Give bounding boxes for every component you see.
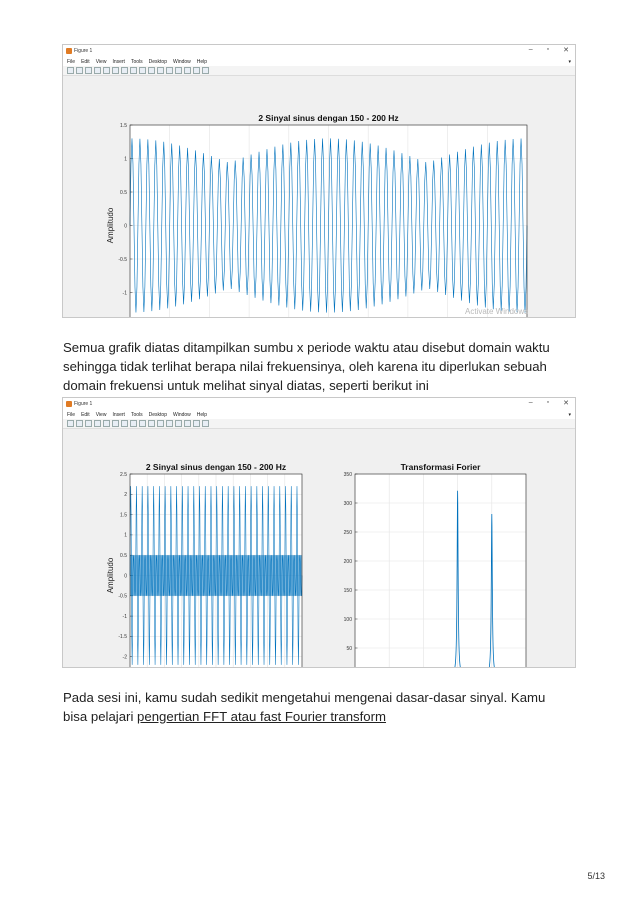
- figure-toolbar: [63, 66, 575, 76]
- figure-canvas: [63, 429, 575, 667]
- maximize-button[interactable]: ▫: [546, 46, 550, 53]
- close-button[interactable]: ✕: [563, 400, 569, 407]
- menu-view[interactable]: View: [95, 58, 107, 65]
- chart3-tick-label-y: 350: [343, 471, 352, 478]
- zoom-in-icon[interactable]: [112, 420, 119, 427]
- new-figure-icon[interactable]: [67, 67, 74, 74]
- chart1-ylabel: Amplitudo: [106, 207, 115, 244]
- menu-desktop[interactable]: Desktop: [148, 58, 167, 65]
- figure-menubar: [63, 57, 575, 66]
- chevron-down-icon[interactable]: ▾: [568, 58, 571, 65]
- subplot-charts: [63, 429, 575, 667]
- chart2-tick-label-y: 1.5: [120, 512, 127, 519]
- paragraph-2: [63, 688, 563, 726]
- menu-edit[interactable]: Edit: [81, 411, 90, 418]
- chart3-tick-label-y: 200: [343, 558, 352, 565]
- menu-insert[interactable]: Insert: [112, 58, 125, 65]
- chart2-tick-label-y: -1: [122, 613, 127, 620]
- menu-file[interactable]: File: [67, 58, 76, 65]
- paragraph-1: Semua grafik diatas ditampilkan sumbu x periode waktu atau disebut domain waktu sehingga tidak terlihat berapa nilai frekuensinya, oleh karena itu diperlukan sebuah domain frekuensi untuk melihat sinyal diatas, seperti berikut ini: [63, 340, 550, 393]
- matlab-icon: [66, 401, 72, 407]
- colorbar-icon[interactable]: [175, 67, 182, 74]
- chart2-tick-label-y: 0: [124, 573, 127, 580]
- zoom-out-icon[interactable]: [121, 420, 128, 427]
- figure-canvas: [63, 76, 575, 317]
- chart2-tick-label-y: 1: [124, 532, 127, 539]
- page-number: 5/13: [587, 871, 605, 881]
- figure-menubar: [63, 410, 575, 419]
- activate-windows-watermark: Activate Windows: [465, 307, 529, 316]
- legend-icon[interactable]: [184, 420, 191, 427]
- close-button[interactable]: ✕: [563, 47, 569, 54]
- menu-window[interactable]: Window: [172, 58, 191, 65]
- minimize-button[interactable]: –: [528, 46, 533, 53]
- chevron-down-icon[interactable]: ▾: [568, 411, 571, 418]
- menu-insert[interactable]: Insert: [112, 411, 125, 418]
- chart3-tick-label-y: 300: [343, 500, 352, 507]
- chart1-tick-label-y: -0.5: [118, 256, 127, 263]
- maximize-button[interactable]: ▫: [546, 399, 550, 406]
- menu-tools[interactable]: Tools: [130, 411, 143, 418]
- rotate-icon[interactable]: [139, 67, 146, 74]
- figure-toolbar: [63, 419, 575, 429]
- chart1-tick-label-y: 0.5: [120, 189, 127, 196]
- pointer-icon[interactable]: [103, 420, 110, 427]
- open-file-icon[interactable]: [76, 420, 83, 427]
- chart2-tick-label-y: -1.5: [118, 634, 127, 641]
- hide-tools-icon[interactable]: [193, 420, 200, 427]
- open-file-icon[interactable]: [76, 67, 83, 74]
- chart1-tick-label-y: 1: [124, 156, 127, 163]
- menu-window[interactable]: Window: [172, 411, 191, 418]
- chart1-title: 2 Sinyal sinus dengan 150 - 200 Hz: [258, 113, 399, 123]
- menu-help[interactable]: Help: [196, 411, 208, 418]
- save-icon[interactable]: [85, 67, 92, 74]
- chart2-tick-label-y: -2: [122, 654, 127, 661]
- menu-file[interactable]: File: [67, 411, 76, 418]
- menu-desktop[interactable]: Desktop: [148, 411, 167, 418]
- zoom-out-icon[interactable]: [121, 67, 128, 74]
- new-figure-icon[interactable]: [67, 420, 74, 427]
- matlab-icon: [66, 48, 72, 54]
- paragraph-2-text: Pada sesi ini, kamu sudah sedikit mengetahui mengenai dasar-dasar sinyal. Kamu bisa pelajari: [63, 690, 546, 724]
- menu-help[interactable]: Help: [196, 58, 208, 65]
- brush-icon[interactable]: [157, 67, 164, 74]
- data-cursor-icon[interactable]: [148, 67, 155, 74]
- figure-titlebar: [63, 398, 575, 410]
- figure-title: Figure 1: [74, 401, 93, 407]
- chart2-tick-label-y: 2.5: [120, 471, 127, 478]
- link-icon[interactable]: [166, 420, 173, 427]
- link-icon[interactable]: [166, 67, 173, 74]
- figure-titlebar: [63, 45, 575, 57]
- hide-tools-icon[interactable]: [193, 67, 200, 74]
- minimize-button[interactable]: –: [528, 399, 533, 406]
- print-icon[interactable]: [94, 67, 101, 74]
- dock-icon[interactable]: [202, 67, 209, 74]
- chart2-tick-label-y: 0.5: [120, 553, 127, 559]
- zoom-in-icon[interactable]: [112, 67, 119, 74]
- pointer-icon[interactable]: [103, 67, 110, 74]
- dock-icon[interactable]: [202, 420, 209, 427]
- chart3-tick-label-y: 50: [346, 645, 352, 652]
- rotate-icon[interactable]: [139, 420, 146, 427]
- brush-icon[interactable]: [157, 420, 164, 427]
- chart3-tick-label-y: 100: [343, 616, 352, 623]
- chart3-tick-label-y: 250: [343, 529, 352, 536]
- chart2-dense-band: [130, 555, 302, 596]
- pan-icon[interactable]: [130, 420, 137, 427]
- chart2-tick-label-y: 2: [124, 492, 127, 499]
- colorbar-icon[interactable]: [175, 420, 182, 427]
- chart3-tick-label-y: 150: [343, 587, 352, 594]
- figure-window-2: [62, 397, 576, 668]
- figure-window-1: [62, 44, 576, 318]
- menu-edit[interactable]: Edit: [81, 58, 90, 65]
- fft-link[interactable]: pengertian FFT atau fast Fourier transform: [137, 709, 387, 724]
- menu-tools[interactable]: Tools: [130, 58, 143, 65]
- chart1-tick-label-y: -1: [122, 290, 127, 297]
- save-icon[interactable]: [85, 420, 92, 427]
- chart1-tick-label-y: 0: [124, 223, 127, 230]
- chart3-title: Transformasi Forier: [400, 462, 481, 472]
- data-cursor-icon[interactable]: [148, 420, 155, 427]
- chart2-ylabel: Amplitudo: [106, 557, 115, 594]
- legend-icon[interactable]: [184, 67, 191, 74]
- figure-title: Figure 1: [74, 48, 93, 54]
- print-icon[interactable]: [94, 420, 101, 427]
- menu-view[interactable]: View: [95, 411, 107, 418]
- chart1-tick-label-y: 1.5: [120, 122, 127, 129]
- pan-icon[interactable]: [130, 67, 137, 74]
- chart2-tick-label-y: -0.5: [118, 593, 127, 600]
- sine-chart-1: [63, 76, 575, 317]
- chart2-title: 2 Sinyal sinus dengan 150 - 200 Hz: [145, 462, 287, 472]
